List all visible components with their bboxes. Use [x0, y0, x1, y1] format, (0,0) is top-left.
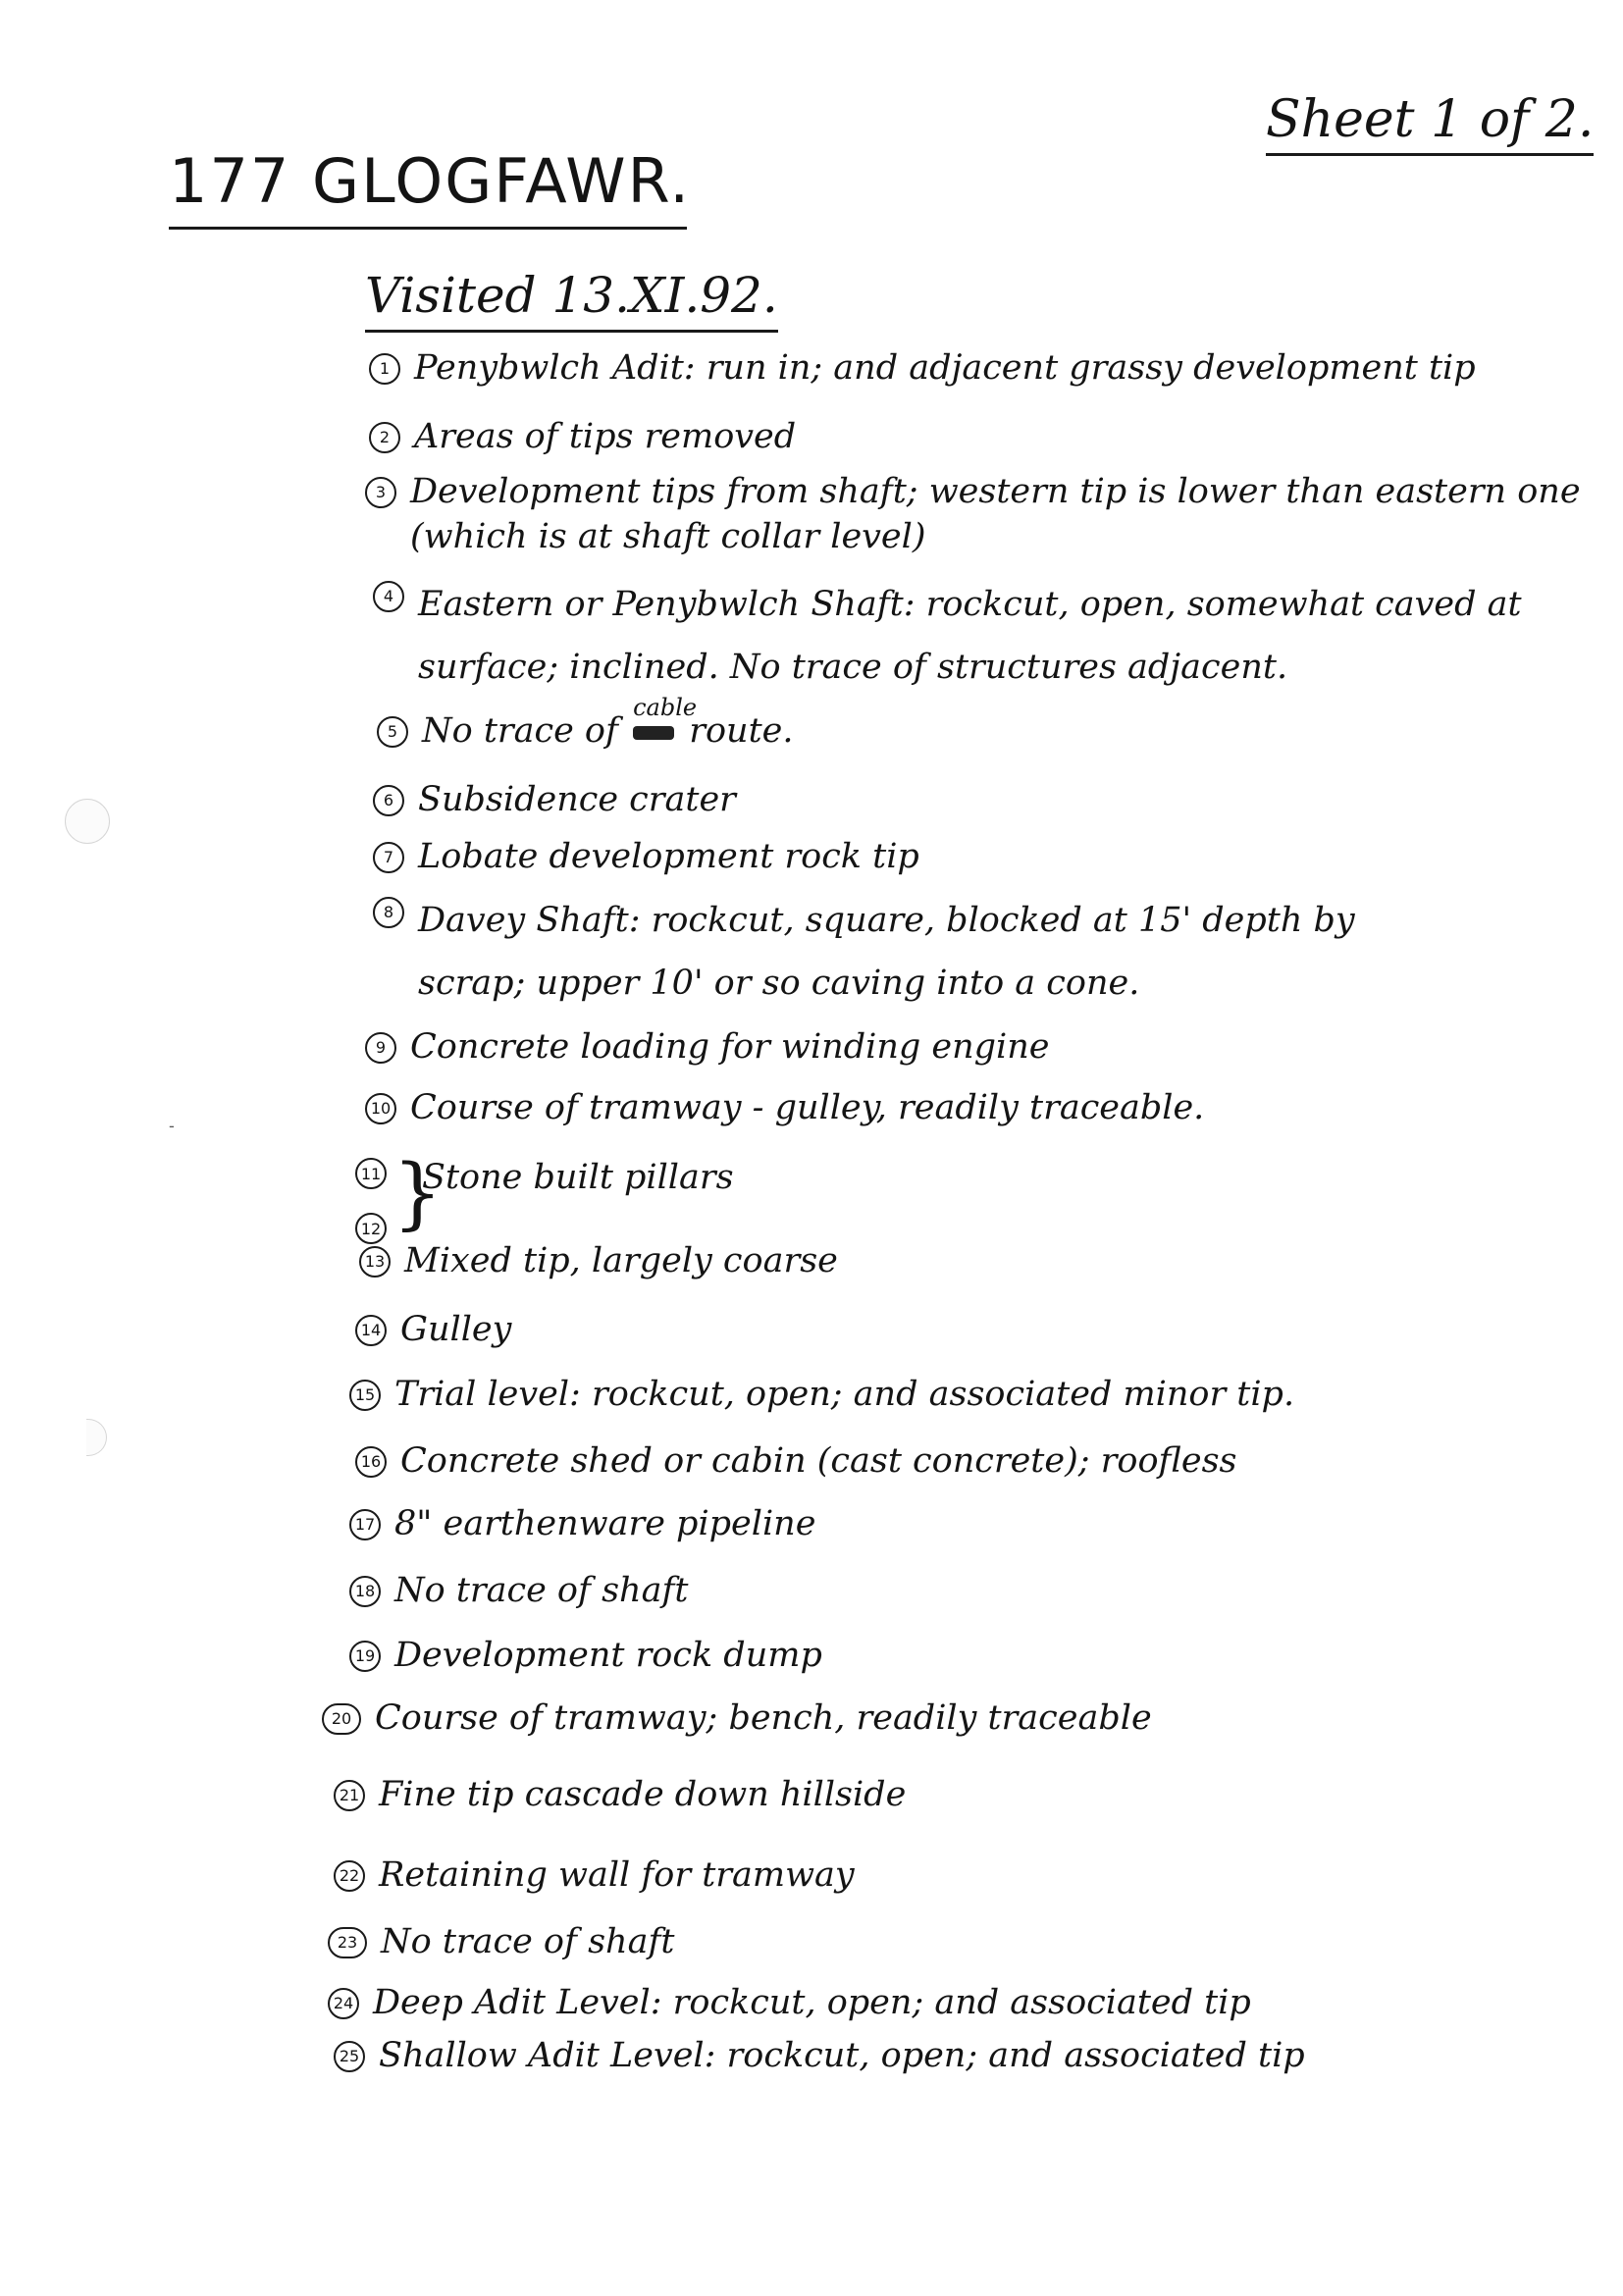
- item-text: Eastern or Penybwlch Shaft: rockcut, open, somewhat caved at: [418, 585, 1522, 624]
- item-text: Development tips from shaft; western tip is lower than eastern one: [410, 472, 1581, 511]
- item-number: 11: [355, 1158, 387, 1189]
- item-text: Retaining wall for tramway: [379, 1855, 855, 1895]
- item-text: No trace of shaft: [394, 1571, 689, 1610]
- item-number: 25: [334, 2041, 365, 2072]
- item-text: Concrete loading for winding engine: [410, 1027, 1050, 1067]
- item-number: 9: [365, 1032, 396, 1064]
- item-text-continued: (which is at shaft collar level): [410, 517, 926, 556]
- margin-mark: -: [169, 1117, 175, 1135]
- item-text: 8" earthenware pipeline: [394, 1504, 816, 1543]
- item-text: Subsidence crater: [418, 780, 736, 819]
- list-item: [328, 1919, 674, 1964]
- item-text: Development rock dump: [394, 1636, 822, 1675]
- list-item: [349, 1568, 688, 1613]
- inserted-word-text: cable: [633, 694, 698, 721]
- sheet-number: Sheet 1 of 2.: [1266, 90, 1594, 156]
- item-number: 5: [377, 716, 408, 748]
- item-text: No trace of shaft: [381, 1922, 675, 1961]
- item-number: 15: [349, 1380, 381, 1411]
- item-text: Course of tramway - gulley, readily traceable.: [410, 1088, 1205, 1127]
- list-item: [349, 1501, 815, 1546]
- item-number: 7: [373, 842, 404, 873]
- item-number: 6: [373, 785, 404, 816]
- list-item: [334, 1852, 855, 1898]
- list-item: [377, 694, 794, 754]
- list-item: [359, 1238, 838, 1283]
- list-item: [334, 1772, 906, 1817]
- item-number: 18: [349, 1576, 381, 1607]
- list-item: [373, 889, 1355, 1015]
- item-number: 22: [334, 1860, 365, 1892]
- list-item: [322, 1696, 1152, 1741]
- item-number: 17: [349, 1509, 381, 1540]
- list-item: [349, 1633, 822, 1678]
- item-number: 21: [334, 1780, 365, 1811]
- list-item: [328, 1980, 1251, 2025]
- list-item: [373, 573, 1522, 699]
- item-number: 4: [373, 581, 404, 612]
- item-number: 14: [355, 1315, 387, 1346]
- item-text: Shallow Adit Level: rockcut, open; and associated tip: [379, 2036, 1305, 2075]
- list-item: [349, 1372, 1294, 1417]
- list-item: [334, 2033, 1305, 2078]
- item-text: Gulley: [400, 1310, 512, 1349]
- list-item: [373, 834, 919, 879]
- list-item: [365, 1085, 1204, 1130]
- inserted-word: [629, 694, 698, 754]
- item-text-continued: scrap; upper 10' or so caving into a cone.: [418, 964, 1140, 1003]
- item-text: Course of tramway; bench, readily traceable: [375, 1698, 1152, 1738]
- item-text-continued: surface; inclined. No trace of structures adjacent.: [418, 648, 1288, 687]
- item-text: Penybwlch Adit: run in; and adjacent grassy development tip: [414, 348, 1476, 388]
- item-text: Mixed tip, largely coarse: [404, 1241, 838, 1280]
- item-number: 10: [365, 1093, 396, 1124]
- item-number: 16: [355, 1446, 387, 1478]
- punch-hole-bottom: [86, 1419, 107, 1456]
- list-item: [355, 1438, 1237, 1484]
- item-number: 24: [328, 1988, 359, 2019]
- item-text: [422, 694, 794, 754]
- brace-mark: }: [393, 1147, 443, 1238]
- list-item: [369, 414, 796, 459]
- item-text: Davey Shaft: rockcut, square, blocked at 15' depth by: [418, 901, 1355, 940]
- item-text: Concrete shed or cabin (cast concrete); roofless: [400, 1441, 1237, 1481]
- item-number: 12: [355, 1213, 387, 1244]
- item-text: Areas of tips removed: [414, 417, 797, 456]
- item-text-start: No trace of: [422, 711, 618, 751]
- item-text: Trial level: rockcut, open; and associated minor tip.: [394, 1375, 1295, 1414]
- item-text: Stone built pillars: [422, 1158, 734, 1197]
- list-item: [365, 469, 1581, 559]
- item-number: 20: [322, 1703, 361, 1735]
- list-item: [365, 1024, 1050, 1070]
- item-number: 23: [328, 1927, 367, 1958]
- item-number: 2: [369, 422, 400, 453]
- item-number: 8: [373, 897, 404, 928]
- item-number: 3: [365, 477, 396, 508]
- list-item: [355, 1307, 511, 1352]
- item-text-end: route.: [689, 711, 794, 751]
- list-item: [373, 777, 736, 822]
- page-title: 177 GLOGFAWR.: [169, 145, 687, 230]
- item-number: 1: [369, 353, 400, 385]
- item-text: Deep Adit Level: rockcut, open; and associated tip: [373, 1983, 1251, 2022]
- item-text: Lobate development rock tip: [418, 837, 919, 876]
- punch-hole-top: [65, 799, 110, 844]
- item-number: 13: [359, 1246, 391, 1278]
- item-text: Fine tip cascade down hillside: [379, 1775, 907, 1814]
- visit-date: Visited 13.XI.92.: [365, 267, 778, 333]
- item-number: 19: [349, 1641, 381, 1672]
- list-item: [369, 345, 1476, 391]
